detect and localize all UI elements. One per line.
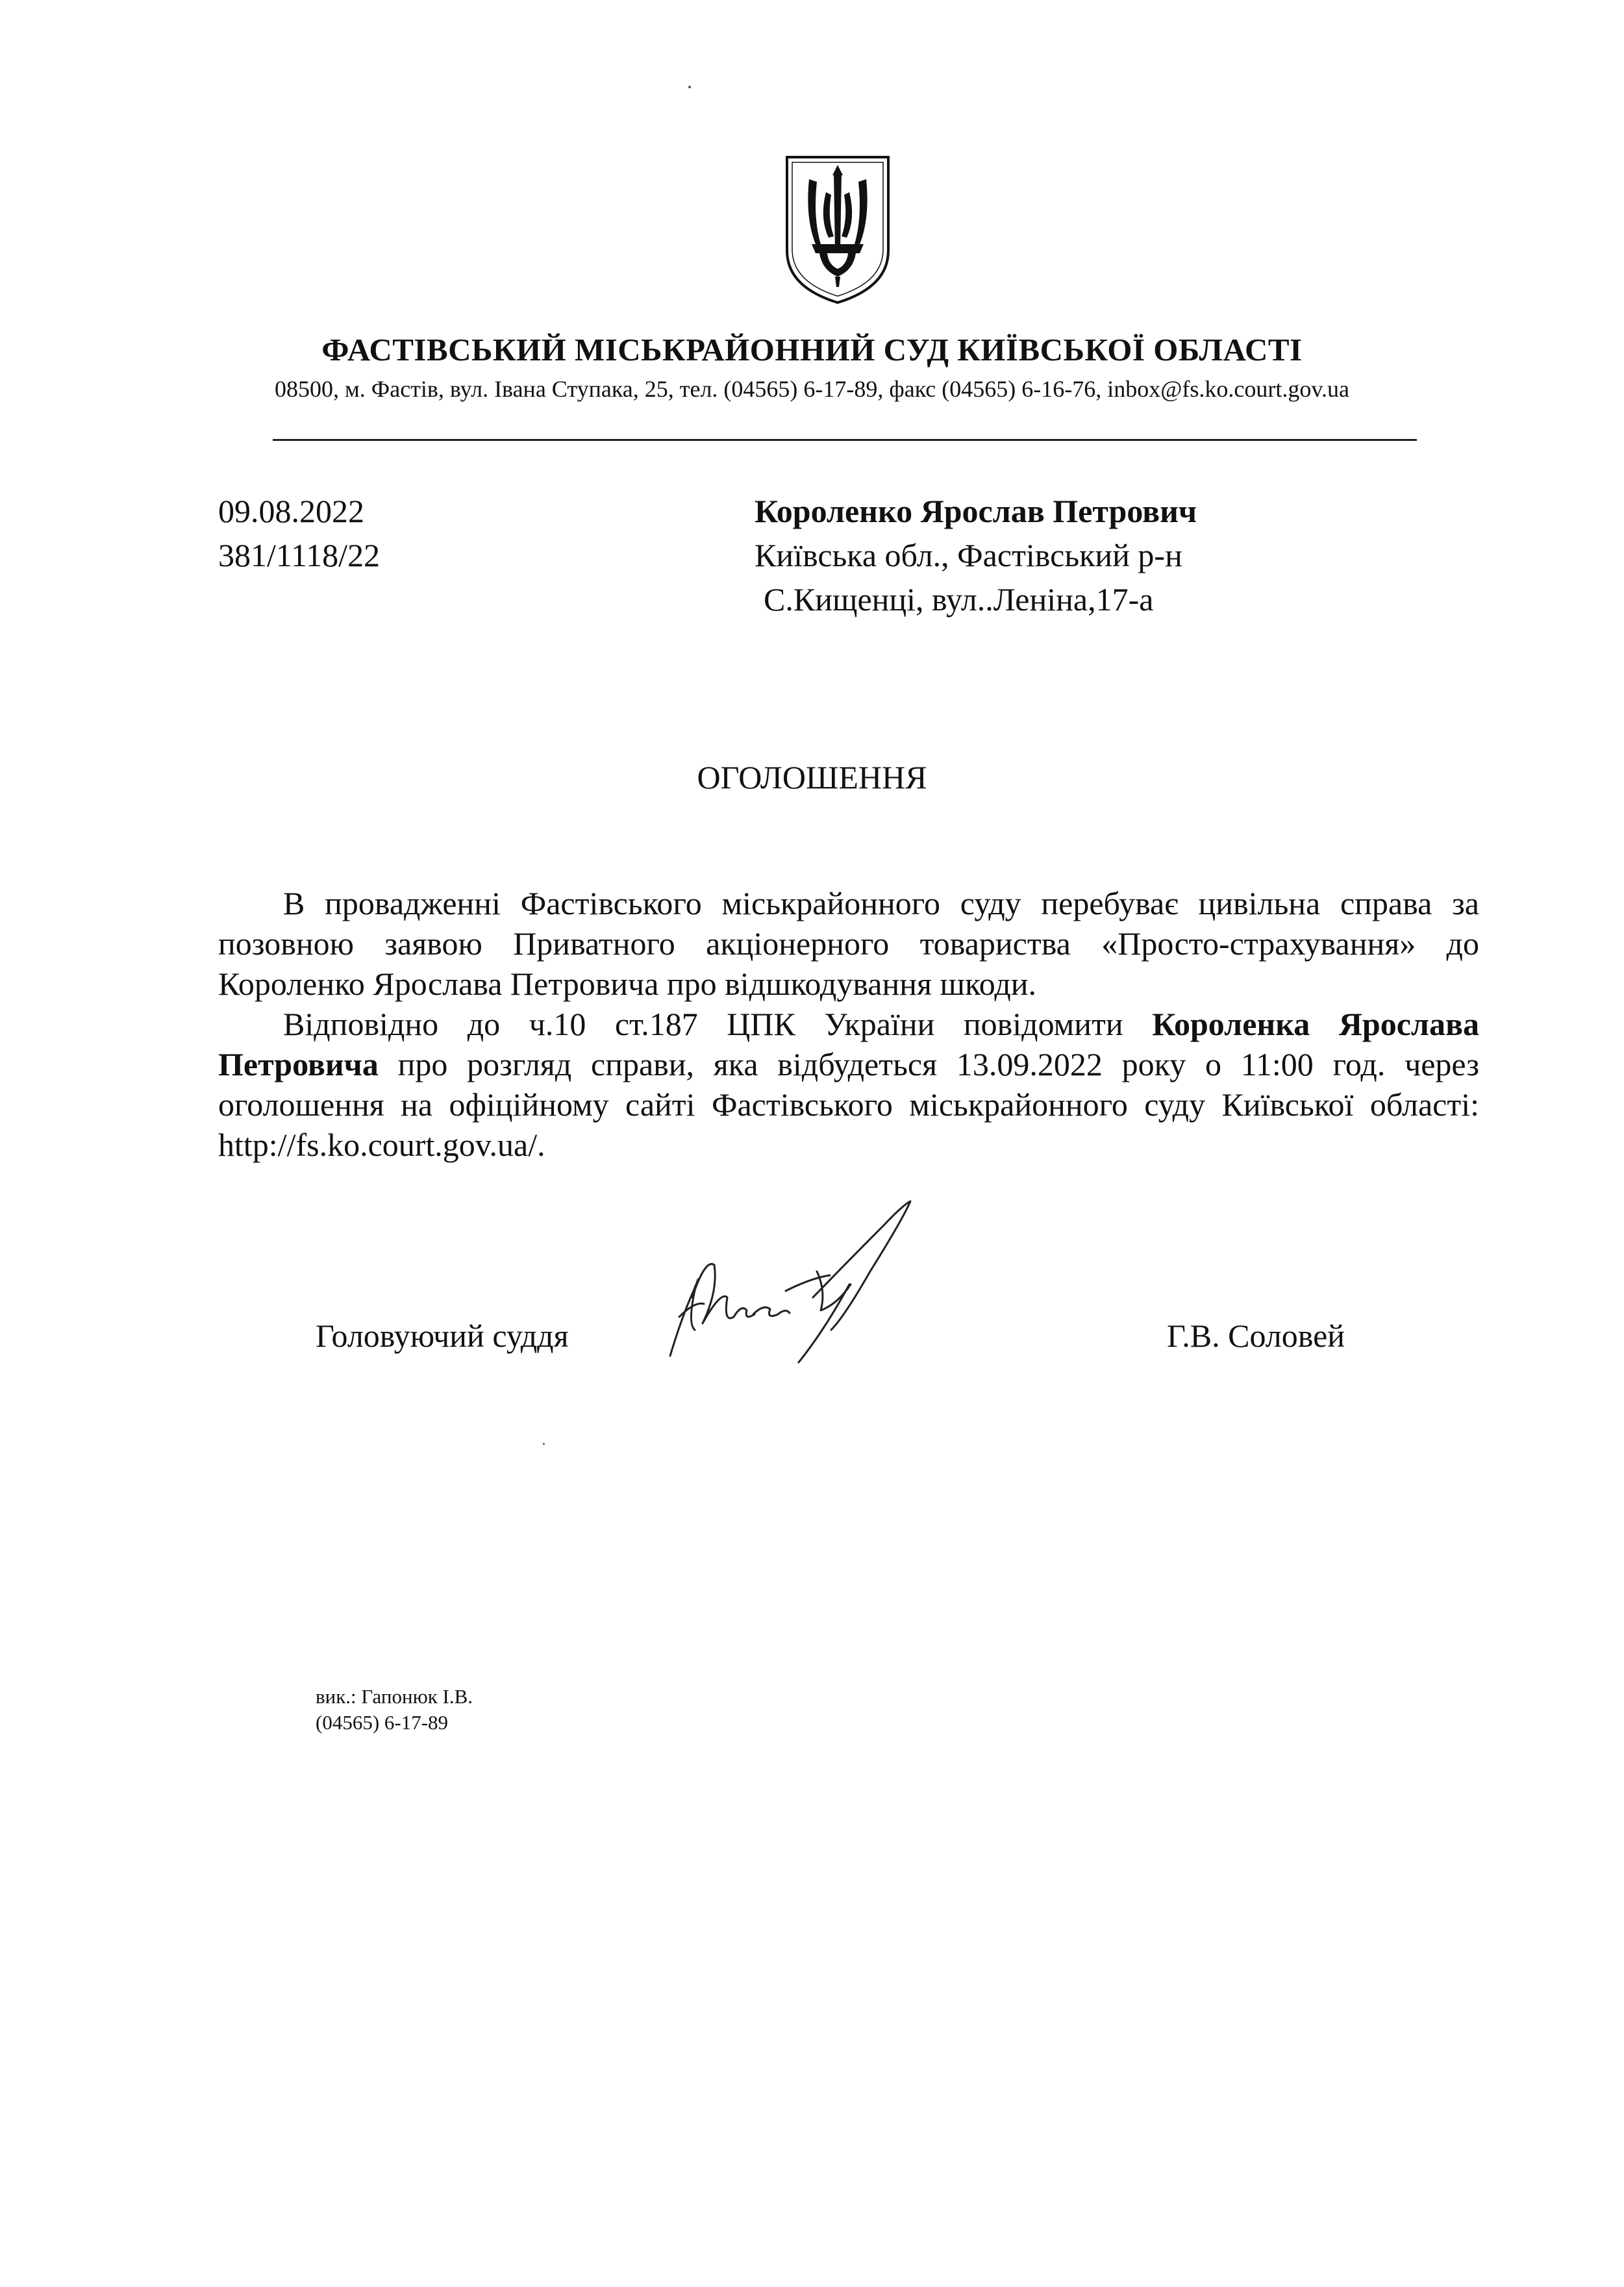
executor-info bbox=[316, 1684, 473, 1736]
header-divider bbox=[273, 439, 1417, 441]
ukraine-trident-coat-of-arms-icon bbox=[783, 153, 892, 306]
handwritten-signature-icon bbox=[656, 1193, 1000, 1388]
court-name: ФАСТІВСЬКИЙ МІСЬКРАЙОННИЙ СУД КИЇВСЬКОЇ ОБЛАСТІ bbox=[321, 332, 1303, 368]
document-date: 09.08.2022 bbox=[218, 493, 364, 529]
scan-speck bbox=[543, 1443, 545, 1445]
paragraph-2-end: про розгляд справи, яка відбудеться 13.09.2022 року о 11:00 год. через оголошення на офіційному сайті Фастівського міськрайонного суду Київської області: http://fs.ko.court.gov.ua/. bbox=[218, 1046, 1479, 1163]
recipient-name: Короленко Ярослав Петрович bbox=[755, 493, 1197, 529]
recipient-address-line1: Київська обл., Фастівський р-н bbox=[755, 537, 1182, 573]
reference-number: 381/1118/22 bbox=[218, 537, 381, 573]
recipient-address-line2: С.Кищенці, вул..Леніна,17-а bbox=[764, 581, 1154, 618]
document-title: ОГОЛОШЕННЯ bbox=[697, 759, 927, 795]
executor-phone: (04565) 6-17-89 bbox=[316, 1711, 449, 1734]
executor-name: вик.: Гапонюк І.В. bbox=[316, 1685, 473, 1708]
paragraph-2-start: Відповідно до ч.10 ст.187 ЦПК України повідомити bbox=[283, 1006, 1153, 1042]
scan-speck bbox=[688, 86, 691, 88]
court-address: 08500, м. Фастів, вул. Івана Ступака, 25, тел. (04565) 6-17-89, факс (04565) 6-16-76, inbox@fs.ko.court.gov.ua bbox=[275, 376, 1349, 402]
judge-role: Головуючий суддя bbox=[316, 1318, 569, 1354]
body-paragraph-1: В провадженні Фастівського міськрайонного суду перебуває цивільна справа за позовною заявою Приватного акціонерного товариства «Просто-страхування» до Короленко Ярослава Петровича про відшкодування шкоди. bbox=[218, 885, 1479, 1002]
notified-person-name: Короленка Ярослава Петровича bbox=[218, 1006, 1479, 1082]
body-paragraph-2 bbox=[218, 1004, 1479, 1165]
judge-name: Г.В. Соловей bbox=[1167, 1318, 1345, 1354]
body-text bbox=[218, 883, 1479, 1165]
